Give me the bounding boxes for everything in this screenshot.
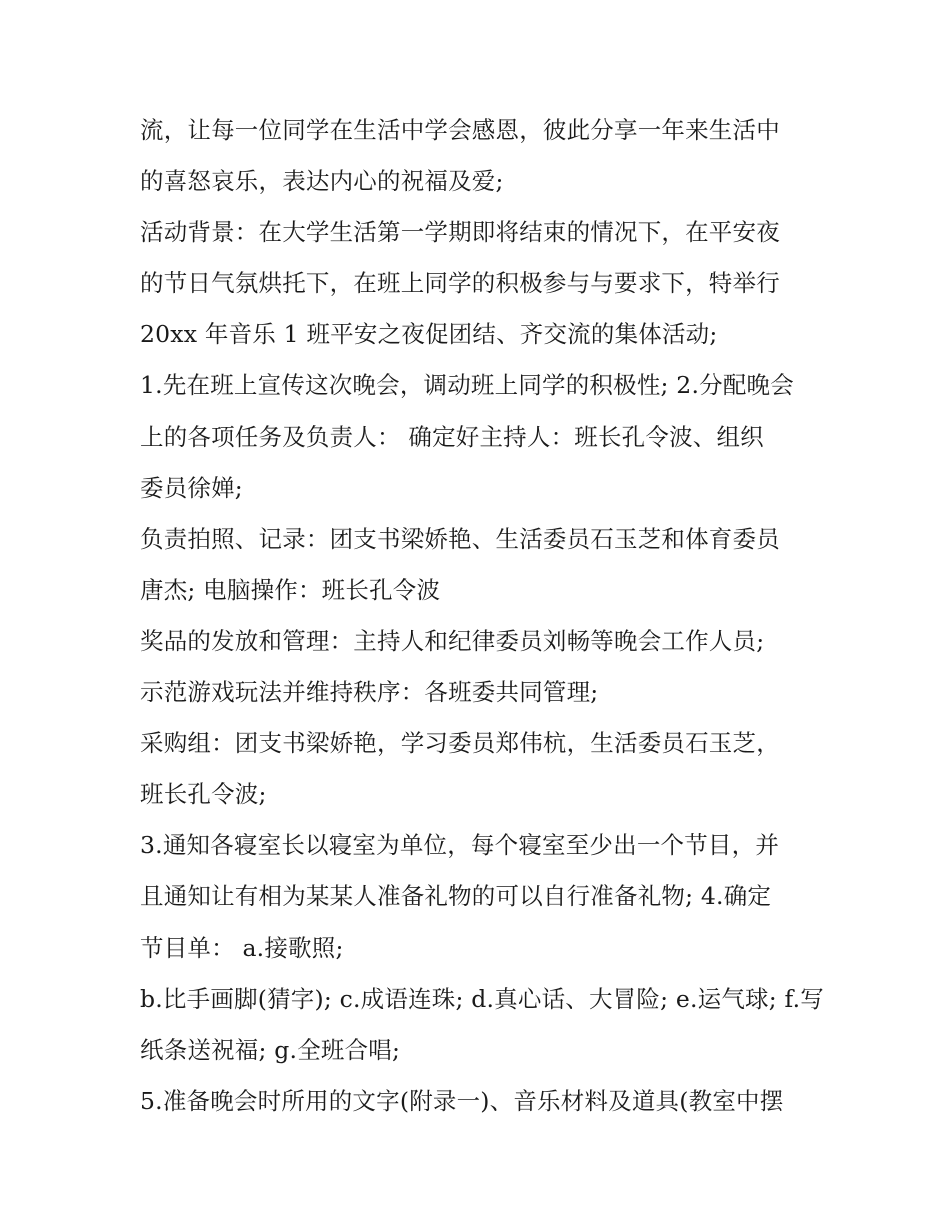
text-line: 采购组：团支书梁娇艳，学习委员郑伟杭，生活委员石玉芝， [140, 729, 780, 758]
text-line: 活动背景：在大学生活第一学期即将结束的情况下，在平安夜 [140, 218, 780, 247]
text-line: 的节日气氛烘托下，在班上同学的积极参与与要求下，特举行 [140, 269, 780, 298]
text-line: 的喜怒哀乐，表达内心的祝福及爱; [140, 167, 504, 196]
text-line: 20xx 年音乐 1 班平安之夜促团结、齐交流的集体活动; [140, 320, 718, 349]
text-line: 纸条送祝福; g.全班合唱; [140, 1035, 401, 1064]
text-line: 班长孔令波; [140, 780, 267, 809]
text-line: 示范游戏玩法并维持秩序：各班委共同管理; [140, 678, 599, 707]
text-line: 1.先在班上宣传这次晚会，调动班上同学的积极性; 2.分配晚会 [140, 371, 794, 400]
text-line: 唐杰; 电脑操作：班长孔令波 [140, 575, 441, 604]
text-line: b.比手画脚(猜字); c.成语连珠; d.真心话、大冒险; e.运气球; f.写 [140, 984, 824, 1013]
text-line: 且通知让有相为某某人准备礼物的可以自行准备礼物; 4.确定 [140, 882, 772, 911]
text-line: 节目单： a.接歌照; [140, 933, 344, 962]
text-line: 5.准备晚会时所用的文字(附录一)、音乐材料及道具(教室中摆 [140, 1086, 784, 1115]
text-line: 委员徐婵; [140, 473, 243, 502]
document-body [140, 105, 824, 1127]
text-line: 3.通知各寝室长以寝室为单位，每个寝室至少出一个节目，并 [140, 831, 780, 860]
text-line: 奖品的发放和管理：主持人和纪律委员刘畅等晚会工作人员; [140, 626, 765, 655]
text-line: 上的各项任务及负责人： 确定好主持人：班长孔令波、组织 [140, 422, 764, 451]
text-line: 流，让每一位同学在生活中学会感恩，彼此分享一年来生活中 [140, 116, 780, 144]
text-line: 负责拍照、记录：团支书梁娇艳、生活委员石玉芝和体育委员 [140, 524, 780, 553]
